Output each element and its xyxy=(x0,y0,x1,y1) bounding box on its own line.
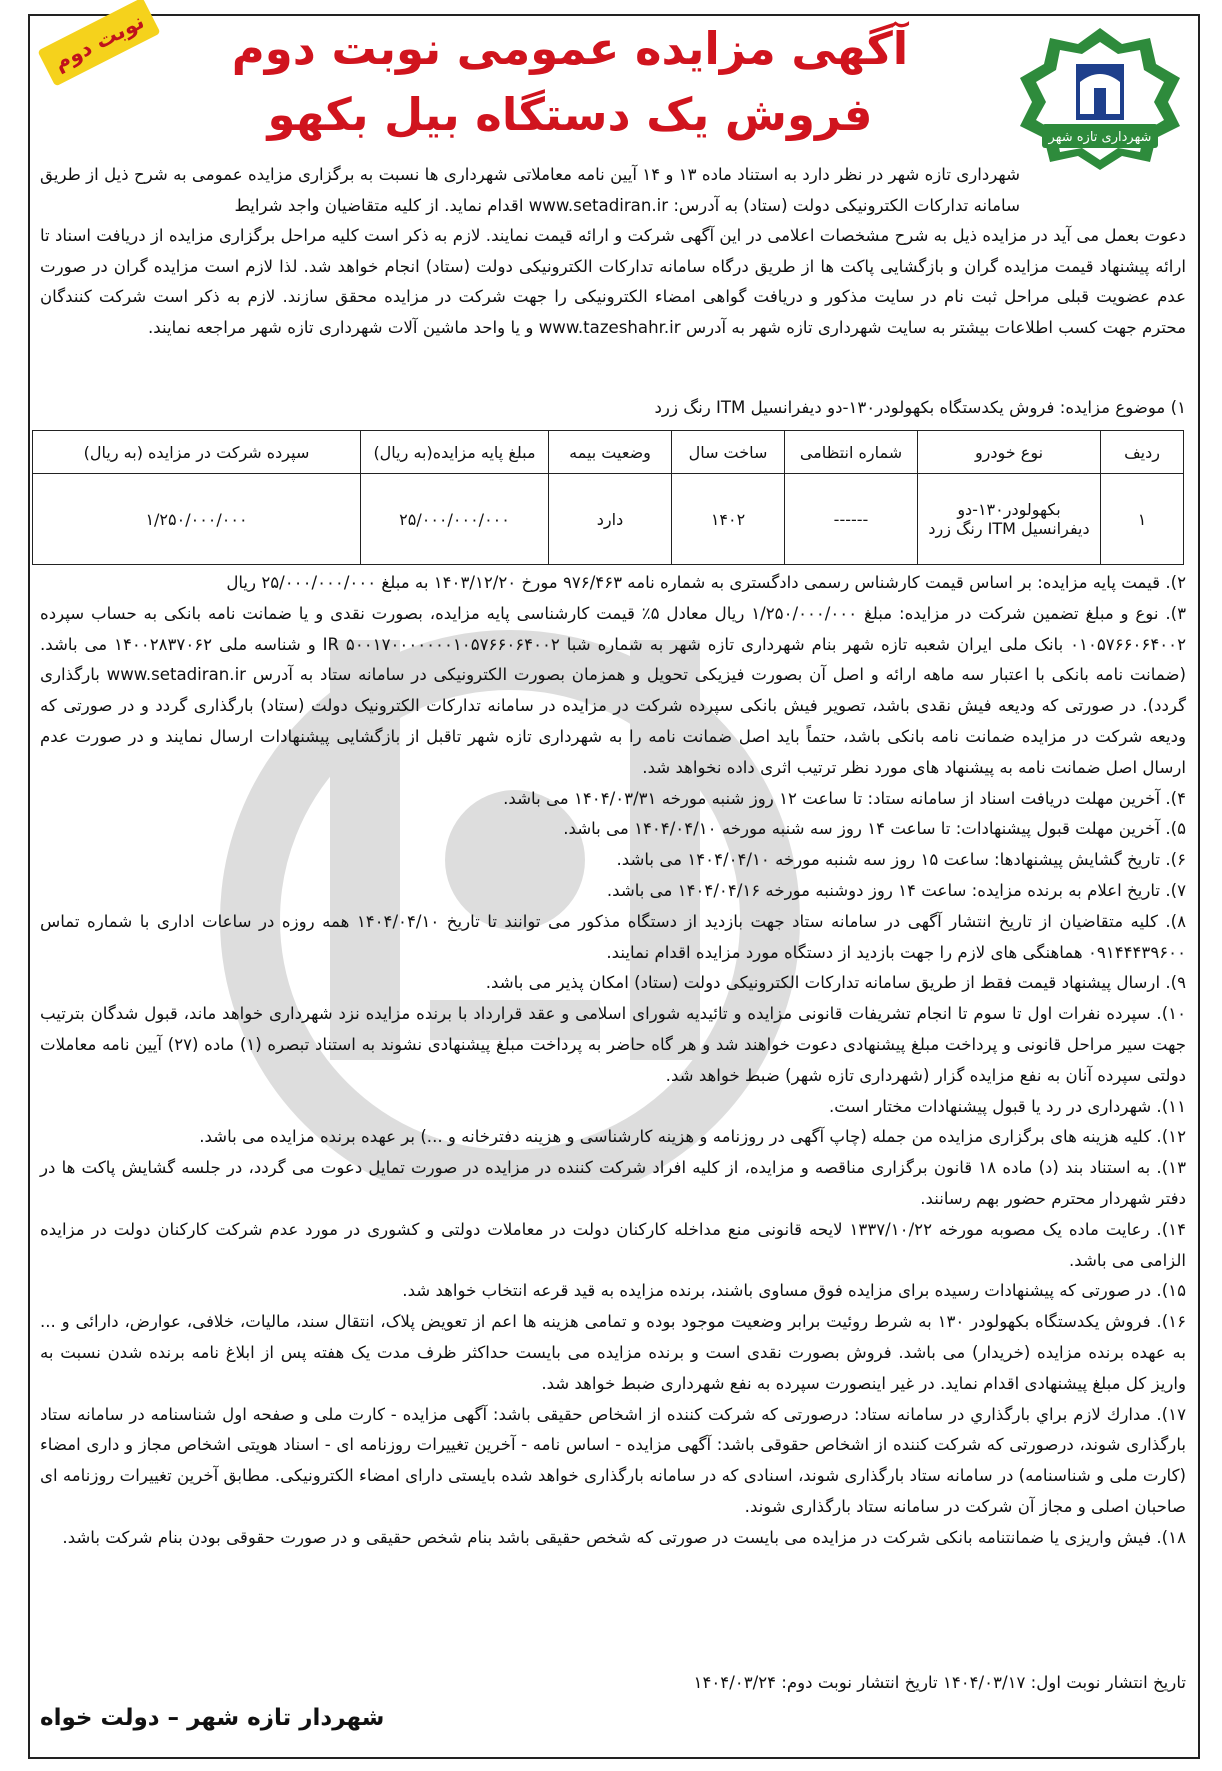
term-item-12: ۱۲). کلیه هزینه های برگزاری مزایده من جمله (چاپ آگهی در روزنامه و هزینه کارشناسی و هزینه دفترخانه و ...) بر عهده برنده مزایده می باشد. xyxy=(199,1127,1186,1147)
term-item-17: ۱۷). مدارك لازم براي بارگذاري در سامانه ستاد: درصورتی که شرکت کننده از اشخاص حقیقی باشد: آگهی مزایده - کارت ملی و صفحه اول شناسنامه در سامانه ستاد بارگذاری شوند، درصورتی که شرکت کننده از اشخاص حقوقی باشد: آگهی مزایده - اساس نامه - آخرین تغییرات روزنامه ای - اسناد هویتی اشخاص مجاز و داری امضاء (کارت ملی و شناسنامه) در سامانه ستاد بارگذاری شوند، اسنادی که در سامانه بارگذاری خواهد شده بایستی دارای امضاء الکترونیکی. مطابق آخرین تغییرات روزنامه ای صاحبان اصلی و مجاز آن شرکت در سامانه ستاد بارگذاری شوند. xyxy=(40,1404,1186,1516)
municipality-logo-icon xyxy=(1010,22,1190,172)
cell-base-price: ۲۵/۰۰۰/۰۰۰/۰۰۰ xyxy=(361,474,549,565)
term-item-13: ۱۳). به استناد بند (د) ماده ۱۸ قانون برگزاری مناقصه و مزایده، از کلیه افراد شرکت کننده در مزایده در صورت تمایل دعوت می گردد، در جلسه گشایش پاکت ها در دفتر شهردار محترم حضور بهم رسانند. xyxy=(40,1158,1186,1208)
logo-caption: شهرداری تازه شهر xyxy=(1048,130,1152,145)
auction-subject: ۱) موضوع مزایده: فروش یکدستگاه بکهولودر۱۳۰-دو دیفرانسیل ITM رنگ زرد xyxy=(654,398,1186,417)
intro-paragraph: دعوت بعمل می آید در مزایده ذیل به شرح مشخصات اعلامی در این آگهی شرکت و ارائه قیمت نمایند. لازم به ذکر است کلیه مراحل برگزاری مزایده از دریافت اسناد تا ارائه پیشنهاد قیمت مزایده گران و بازگشایی پاکت ها از طریق درگاه سامانه تدارکات الکترونیکی دولت (ستاد) انجام خواهد شد. لذا لازم است مزایده گران در صورت عدم عضویت قبلی مراحل ثبت نام در سایت مذکور و دریافت گواهی امضاء الکترونیکی را جهت شرکت در مزایده محقق سازند. لازم به ذکر است شرکت کنندگان محترم جهت کسب اطلاعات بیشتر به سایت شهرداری تازه شهر به آدرس www.tazeshahr.ir و یا واحد ماشین آلات شهرداری تازه شهر مراجعه نمایند. xyxy=(40,226,1186,337)
cell-deposit: ۱/۲۵۰/۰۰۰/۰۰۰ xyxy=(33,474,361,565)
cell-vehicle-type: بکهولودر۱۳۰-دو دیفرانسیل ITM رنگ زرد xyxy=(918,474,1101,565)
title-line-1: آگهی مزایده عمومی نوبت دوم xyxy=(231,22,909,75)
term-item-7: ۷). تاریخ اعلام به برنده مزایده: ساعت ۱۴ روز دوشنبه مورخه ۱۴۰۴/۰۴/۱۶ می باشد. xyxy=(606,880,1186,900)
second-round-badge: نوبت دوم xyxy=(37,0,160,87)
cell-insurance: دارد xyxy=(549,474,672,565)
term-item-3: ۳). نوع و مبلغ تضمین شرکت در مزایده: مبلغ ۱/۲۵۰/۰۰۰/۰۰۰ ریال معادل ۵٪ قیمت کارشناسی پایه مزایده، بصورت نقدی و یا ضمانت نامه بانکی به حساب سپرده ۰۱۰۵۷۶۶۰۶۴۰۰۲ بانک ملی ایران شعبه تازه شهر بنام شهرداری تازه شهر به شماره شبا IR ۵۰۰۱۷۰۰۰۰۰۰۰۱۰۵۷۶۶۰۶۴۰۰۲ و شناسه ملی ۱۴۰۰۲۸۳۷۰۶۲ می باشد. (ضمانت نامه بانکی با اعتبار سه ماهه ارائه و اصل آن بصورت فیزیکی تحویل و همزمان بصورت الکترونیکی در سامانه ستاد به آدرس www.setadiran.ir بارگذاری گردد). در صورتی که ودیعه فیش نقدی باشد، تصویر فیش بانکی سپرده شرکت در مزایده در سامانه تدارکات الکترونیک دولت (ستاد) بارگذاری گردد و در صورتی که ودیعه شرکت در مزایده ضمانت نامه بانکی باشد، حتماً باید اصل ضمانت نامه را به شهرداری تازه شهر تاقبل از بازگشایی پیشنهادات ارسال نمایند و در صورت عدم ارسال اصل ضمانت نامه به پیشنهاد های مورد نظر ترتیب اثری داده نخواهد شد. xyxy=(40,603,1186,777)
term-item-5: ۵). آخرین مهلت قبول پیشنهادات: تا ساعت ۱۴ روز سه شنبه مورخه ۱۴۰۴/۰۴/۱۰ می باشد. xyxy=(563,819,1186,839)
col-insurance: وضعیت بیمه xyxy=(549,431,672,474)
title-line-2: فروش یک دستگاه بیل بکهو xyxy=(267,88,873,141)
col-year: ساخت سال xyxy=(672,431,785,474)
intro-paragraph-top: شهرداری تازه شهر در نظر دارد به استناد ماده ۱۳ و ۱۴ آیین نامه معاملاتی شهرداری ها نسبت به برگزاری مزایده عمومی به شرح ذیل از طریق سامانه تدارکات الکترونیکی دولت (ستاد) به آدرس: www.setadiran.ir اقدام نماید. از کلیه متقاضیان واجد شرایط xyxy=(40,165,1020,215)
cell-year: ۱۴۰۲ xyxy=(672,474,785,565)
publication-dates: تاریخ انتشار نوبت اول: ۱۴۰۴/۰۳/۱۷ تاریخ انتشار نوبت دوم: ۱۴۰۴/۰۳/۲۴ xyxy=(693,1673,1186,1692)
term-item-2: ۲). قیمت پایه مزایده: بر اساس قیمت کارشناس رسمی دادگستری به شماره نامه ۹۷۶/۴۶۳ مورخ ۱۴۰۳/۱۲/۲۰ به مبلغ ۲۵/۰۰۰/۰۰۰/۰۰۰ ریال xyxy=(226,573,1186,592)
vehicle-table xyxy=(32,430,1184,565)
term-item-4: ۴). آخرین مهلت دریافت اسناد از سامانه ستاد: تا ساعت ۱۲ روز شنبه مورخه ۱۴۰۴/۰۳/۳۱ می باشد. xyxy=(503,788,1186,808)
term-item-8: ۸). کلیه متقاضیان از تاریخ انتشار آگهی در سامانه ستاد جهت بازدید از دستگاه مذکور می توانند تا تاریخ ۱۴۰۴/۰۴/۱۰ همه روزه در ساعات اداری با شماره تماس ۰۹۱۴۴۴۳۹۶۰۰ هماهنگی های لازم را جهت بازدید از دستگاه مورد مزایده اقدام نمایند. xyxy=(40,911,1186,962)
cell-row: ۱ xyxy=(1101,474,1184,565)
term-item-15: ۱۵). در صورتی که پیشنهادات رسیده برای مزایده فوق مساوی باشند، برنده مزایده به قید قرعه انتخاب خواهد شد. xyxy=(402,1281,1186,1301)
col-row: ردیف xyxy=(1101,431,1184,474)
mayor-signature: شهردار تازه شهر – دولت خواه xyxy=(40,1705,385,1731)
term-item-18: ۱۸). فیش واریزی یا ضمانتنامه بانکی شرکت در مزایده می بایست در صورتی که شخص حقیقی باشد بنام شخص حقیقی و در صورت حقوقی بودن بنام شرکت باشد. xyxy=(62,1527,1186,1547)
term-item-9: ۹). ارسال پیشنهاد قیمت فقط از طریق سامانه تدارکات الکترونیکی دولت (ستاد) امکان پذیر می باشد. xyxy=(485,973,1186,993)
col-deposit: سپرده شرکت در مزایده (به ریال) xyxy=(33,431,361,474)
col-base-price: مبلغ پایه مزایده(به ریال) xyxy=(361,431,549,474)
col-plate: شماره انتظامی xyxy=(785,431,918,474)
table-header-row xyxy=(33,431,1184,474)
term-item-10: ۱۰). سپرده نفرات اول تا سوم تا انجام تشریفات قانونی مزایده و تائیدیه شورای اسلامی و عقد قرارداد با برنده مزایده نزد شهرداری خواهد ماند، قبول شدگان بترتیب جهت سیر مراحل قانونی و پرداخت مبلغ پیشنهادی دعوت خواهند شد و هر گاه حاضر به پرداخت مبلغ پیشنهادی نشوند به استناد تبصره (۱) ماده (۲۷) آیین نامه معاملات دولتی سپرده آنان به نفع مزایده گزار (شهرداری تازه شهر) ضبط خواهد شد. xyxy=(40,1004,1186,1085)
term-item-6: ۶). تاریخ گشایش پیشنهادها: ساعت ۱۵ روز سه شنبه مورخه ۱۴۰۴/۰۴/۱۰ می باشد. xyxy=(616,850,1186,870)
term-item-16: ۱۶). فروش یکدستگاه بکهولودر ۱۳۰ به شرط روئیت برابر وضعیت موجود بوده و تمامی هزینه ها اعم از تعویض پلاک، انتقال سند، مالیات، خلافی، عوارض، دارائی و ... به عهده برنده مزایده (خریدار) می باشد. فروش بصورت نقدی است و برنده مزایده می بایست حداکثر ظرف مدت یک هفته پس از ابلاغ نامه برنده شدن نسبت به واریز کل مبلغ پیشنهادی اقدام نماید. در غیر اینصورت سپرده به نفع شهرداری ضبط خواهد شد. xyxy=(40,1312,1186,1393)
term-item-11: ۱۱). شهرداری در رد یا قبول پیشنهادات مختار است. xyxy=(828,1096,1186,1116)
cell-plate: ------ xyxy=(785,474,918,565)
col-vehicle-type: نوع خودرو xyxy=(918,431,1101,474)
table-row xyxy=(33,474,1184,565)
term-item-14: ۱۴). رعایت ماده یک مصوبه مورخه ۱۳۳۷/۱۰/۲۲ لایحه قانونی منع مداخله کارکنان دولت در معاملات دولتی و کشوری در مورد عدم شرکت کارکنان دولت در مزایده الزامی می باشد. xyxy=(40,1219,1186,1270)
terms-list xyxy=(40,568,1186,1554)
